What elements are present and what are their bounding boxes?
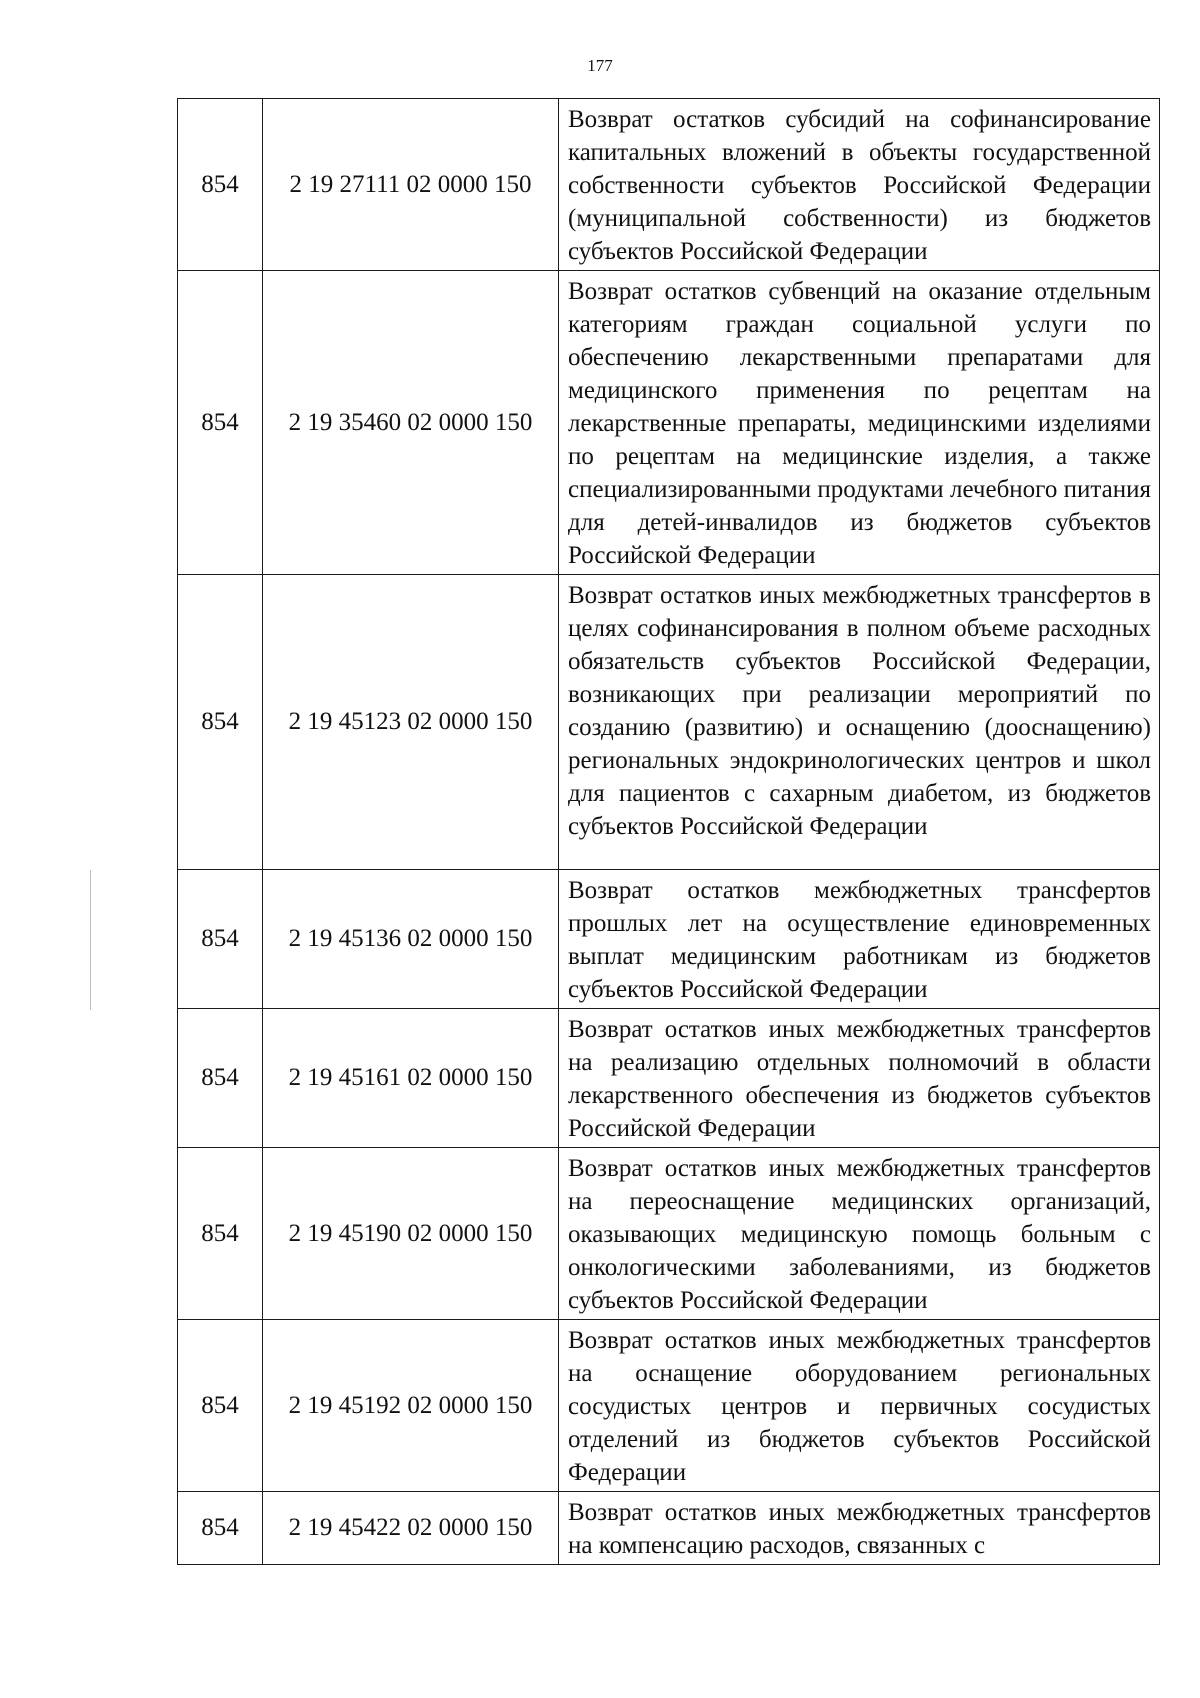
- table-row: [178, 575, 1160, 870]
- admin-code-cell: 854: [178, 870, 263, 1009]
- admin-code-cell: 854: [178, 99, 263, 271]
- page-number: 177: [587, 56, 613, 75]
- description-cell: Возврат остатков иных межбюджетных трансфертов в целях софинансирования в полном объеме расходных обязательств субъектов Российской Федерации, возникающих при реализации мероприятий по созданию (развитию) и оснащению (дооснащению) региональных эндокринологических центров и школ для пациентов с сахарным диабетом, из бюджетов субъектов Российской Федерации: [559, 575, 1160, 870]
- admin-code-cell: 854: [178, 1148, 263, 1320]
- budget-code-cell: 2 19 45192 02 0000 150: [263, 1320, 559, 1492]
- table-row: [178, 870, 1160, 1009]
- admin-code-cell: 854: [178, 1009, 263, 1148]
- description-cell: Возврат остатков субвенций на оказание отдельным категориям граждан социальной услуги по обеспечению лекарственными препаратами для медицинского применения по рецептам на лекарственные препараты, медицинскими изделиями по рецептам на медицинские изделия, а также специализированными продуктами лечебного питания для детей-инвалидов из бюджетов субъектов Российской Федерации: [559, 271, 1160, 575]
- table-row: [178, 1492, 1160, 1565]
- budget-code-cell: 2 19 27111 02 0000 150: [263, 99, 559, 271]
- table-row: [178, 271, 1160, 575]
- budget-code-cell: 2 19 45123 02 0000 150: [263, 575, 559, 870]
- table-row: [178, 1148, 1160, 1320]
- scan-artifact-line: [90, 870, 91, 1010]
- budget-code-cell: 2 19 45190 02 0000 150: [263, 1148, 559, 1320]
- admin-code-cell: 854: [178, 271, 263, 575]
- table-row: [178, 1009, 1160, 1148]
- admin-code-cell: 854: [178, 1492, 263, 1565]
- table-row: [178, 1320, 1160, 1492]
- admin-code-cell: 854: [178, 1320, 263, 1492]
- description-cell: Возврат остатков межбюджетных трансфертов прошлых лет на осуществление единовременных выплат медицинским работникам из бюджетов субъектов Российской Федерации: [559, 870, 1160, 1009]
- table-row: [178, 99, 1160, 271]
- budget-code-cell: 2 19 45161 02 0000 150: [263, 1009, 559, 1148]
- budget-code-cell: 2 19 45422 02 0000 150: [263, 1492, 559, 1565]
- description-cell: Возврат остатков иных межбюджетных трансфертов на реализацию отдельных полномочий в области лекарственного обеспечения из бюджетов субъектов Российской Федерации: [559, 1009, 1160, 1148]
- budget-code-table: [177, 98, 1160, 1565]
- description-cell: Возврат остатков субсидий на софинансирование капитальных вложений в объекты государственной собственности субъектов Российской Федерации (муниципальной собственности) из бюджетов субъектов Российской Федерации: [559, 99, 1160, 271]
- description-cell: Возврат остатков иных межбюджетных трансфертов на переоснащение медицинских организаций, оказывающих медицинскую помощь больным с онкологическими заболеваниями, из бюджетов субъектов Российской Федерации: [559, 1148, 1160, 1320]
- budget-code-cell: 2 19 45136 02 0000 150: [263, 870, 559, 1009]
- budget-code-cell: 2 19 35460 02 0000 150: [263, 271, 559, 575]
- description-cell: Возврат остатков иных межбюджетных трансфертов на компенсацию расходов, связанных с: [559, 1492, 1160, 1565]
- description-cell: Возврат остатков иных межбюджетных трансфертов на оснащение оборудованием региональных сосудистых центров и первичных сосудистых отделений из бюджетов субъектов Российской Федерации: [559, 1320, 1160, 1492]
- admin-code-cell: 854: [178, 575, 263, 870]
